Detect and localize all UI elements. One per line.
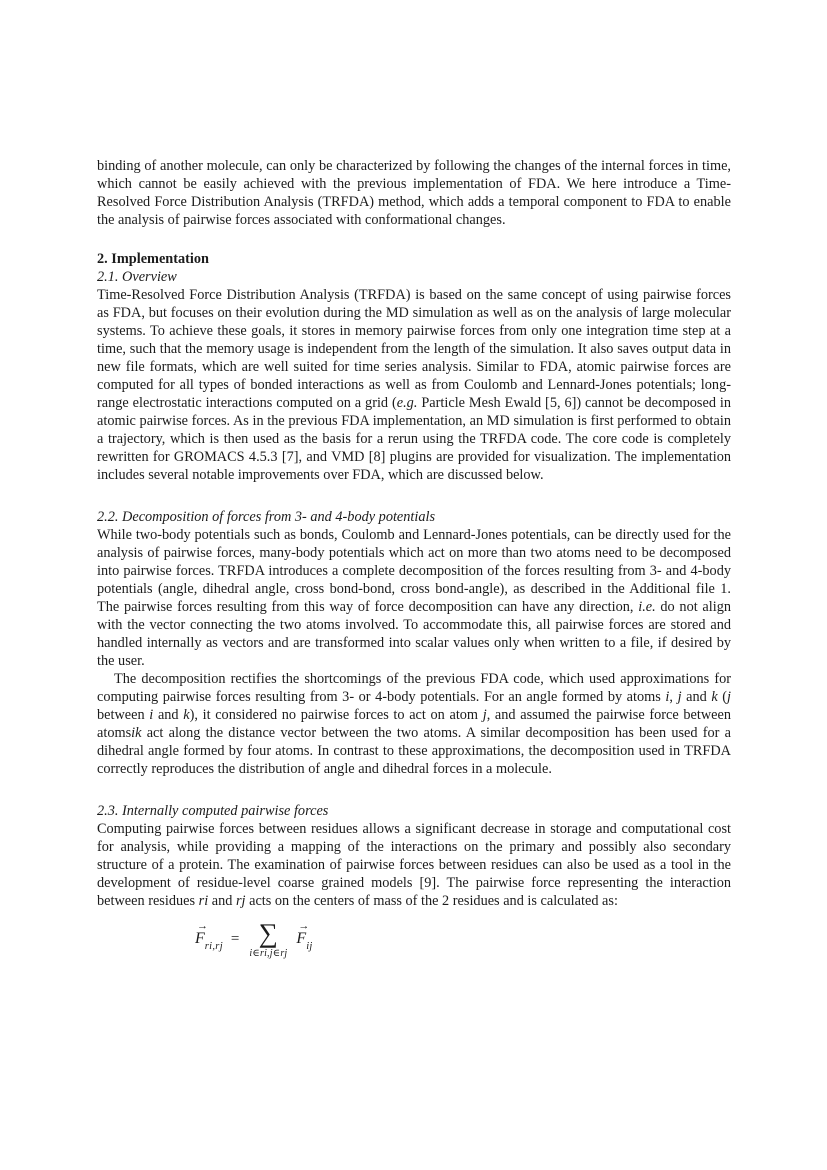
equation-lhs-symbol: F (195, 930, 205, 947)
vector-F-lhs (195, 920, 208, 948)
subsection-heading-overview: 2.1. Overview (97, 269, 177, 285)
vector-F-rhs (296, 920, 310, 948)
text-run: act along the distance vector between the two atoms. A similar decomposition has been used for a dihedral angle formed by four atoms. In contrast to these approximations, the decomposition used in TRFDA correctly reproduces the distribution of angle and dihedral forces in a molecule. (97, 725, 731, 777)
text-run: ri (198, 893, 209, 909)
text-run: and (681, 689, 712, 705)
text-run: ( (717, 689, 728, 705)
text-run: acts on the centers of mass of the 2 residues and is calculated as: (245, 893, 618, 909)
equation-summation-subscript: i∈ri,j∈rj (249, 948, 288, 959)
equation-equals-sign: = (230, 931, 240, 947)
subsection-heading-decomposition: 2.2. Decomposition of forces from 3- and 4-body potentials (97, 509, 436, 525)
equation-rhs-subscript: ij (306, 941, 313, 952)
text-run: i (665, 689, 670, 705)
equation-summation (249, 920, 287, 959)
subsection-heading-internal-forces: 2.3. Internally computed pairwise forces (97, 803, 329, 819)
sigma-icon: ∑ (258, 918, 279, 948)
text-run: do not align with the vector connecting the two atoms involved. To accommodate this, all pairwise forces are stored and handled internally as vectors and are transformed into scalar values only when written to a file, if desired by the user. (97, 599, 731, 669)
text-run: k (711, 689, 718, 705)
text-run: between (97, 707, 150, 723)
equation-rhs (296, 920, 312, 952)
text-run: and (208, 893, 236, 909)
text-run: , and assumed the pairwise force between atoms (97, 707, 731, 741)
text-run: i (149, 707, 154, 723)
vector-arrow-icon: → (197, 920, 208, 932)
text-run: k (183, 707, 190, 723)
paragraph-intro (97, 157, 731, 229)
text-run: Time-Resolved Force Distribution Analysis (TRFDA) is based on the same concept of using pairwise forces as FDA, but focuses on their evolution during the MD simulation as well as on the analysis of large molecular systems. To achieve these goals, it stores in memory pairwise forces from only one integration time step at a time, such that the memory usage is independent from the length of the simulation. It also saves output data in new file formats, which are well suited for time series analysis. Similar to FDA, atomic pairwise forces are computed for all types of bonded interactions as well as from Coulomb and Lennard-Jones potentials; long-range electrostatic interactions computed on a grid ( (97, 287, 731, 411)
equation-pairwise-force (195, 920, 731, 959)
equation-lhs (195, 920, 223, 952)
page-content (97, 157, 731, 959)
section-heading-implementation: 2. Implementation (97, 251, 209, 267)
text-run: ), it considered no pairwise forces to act on atom (189, 707, 483, 723)
text-run: , (669, 689, 678, 705)
text-run: j (677, 689, 682, 705)
text-run: j (482, 707, 487, 723)
equation-lhs-subscript: ri,rj (204, 941, 223, 952)
equation-rhs-symbol: F (296, 930, 307, 947)
text-run: rj (235, 893, 246, 909)
text-run: While two-body potentials such as bonds, Coulomb and Lennard-Jones potentials, can be directly used for the analysis of pairwise forces, many-body potentials which act on more than two atoms need to be decomposed into pairwise forces. TRFDA introduces a complete decomposition of the forces resulting from 3- and 4-body potentials (angle, dihedral angle, cross bond-bond, cross bond-angle), as described in the Additional file 1. The pairwise forces resulting from this way of force decomposition can have any direction, (97, 527, 731, 615)
paragraph-overview (97, 286, 731, 484)
vector-arrow-icon: → (298, 920, 310, 932)
text-run: Computing pairwise forces between residues allows a significant decrease in storage and computational cost for analysis, while providing a mapping of the interactions on the primary and possibly also secondary structure of a protein. The examination of pairwise forces between residues can also be used as a tool in the development of residue-level coarse grained models [9]. The pairwise force representing the interaction between residues (97, 821, 731, 909)
text-run: and (153, 707, 184, 723)
text-run: binding of another molecule, can only be characterized by following the changes of the internal forces in time, which cannot be easily achieved with the previous implementation of FDA. We here introduce a Time-Resolved Force Distribution Analysis (TRFDA) method, which adds a temporal component to FDA to enable the analysis of pairwise forces associated with conformational changes. (97, 158, 731, 228)
text-run: j (727, 689, 732, 705)
text-run: i.e. (638, 599, 656, 615)
paragraph-decomposition-2 (97, 670, 731, 778)
paragraph-decomposition-1 (97, 526, 731, 670)
text-run: The decomposition rectifies the shortcomings of the previous FDA code, which used approximations for computing pairwise forces resulting from 3- or 4-body potentials. For an angle formed by atoms (97, 671, 731, 705)
text-run: e.g. (396, 395, 418, 411)
text-run: Particle Mesh Ewald [5, 6]) cannot be decomposed in atomic pairwise forces. As in the previous FDA implementation, an MD simulation is first performed to obtain a trajectory, which is then used as the basis for a rerun using the TRFDA code. The core code is completely rewritten for GROMACS 4.5.3 [7], and VMD [8] plugins are provided for visualization. The implementation includes several notable improvements over FDA, which are discussed below. (97, 395, 732, 483)
text-run: ik (131, 725, 142, 741)
paragraph-internal-forces (97, 820, 731, 910)
